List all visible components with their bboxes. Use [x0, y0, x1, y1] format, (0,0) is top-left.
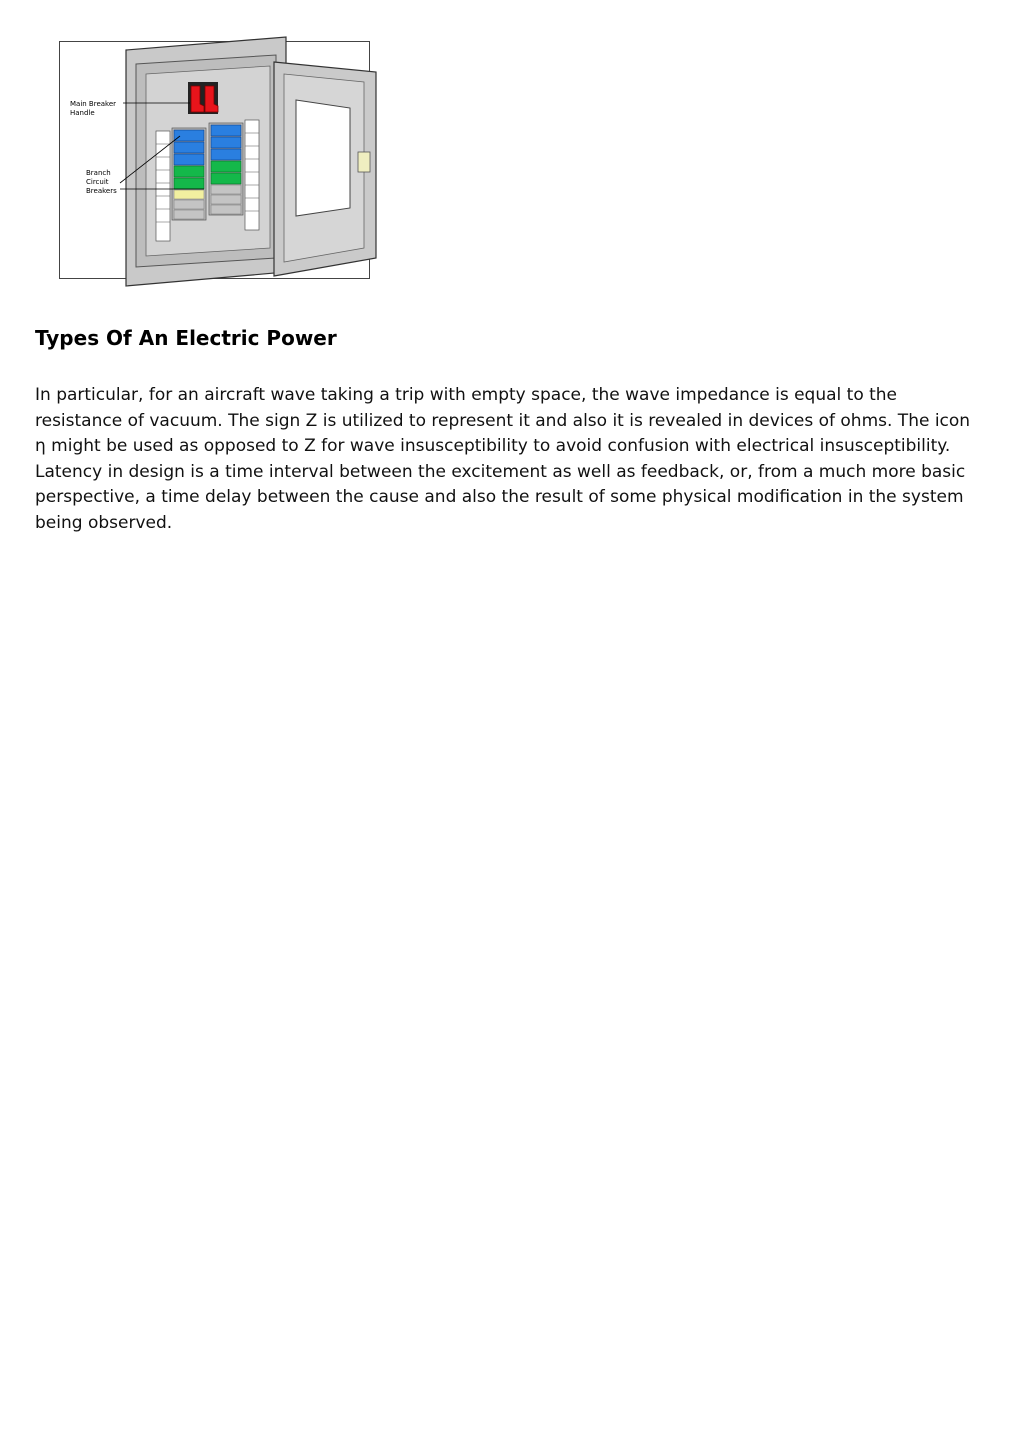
- breaker-blue: [211, 149, 241, 160]
- left-breaker-column: [172, 128, 206, 220]
- breaker-blue: [174, 142, 204, 153]
- door-latch: [358, 152, 370, 172]
- branch-label-line2: Circuit: [86, 178, 109, 186]
- breaker-slot-empty: [174, 210, 204, 219]
- right-label-strip: [245, 120, 259, 230]
- breaker-blue: [211, 125, 241, 136]
- breaker-panel-drawing: [58, 36, 380, 288]
- breaker-blue: [174, 130, 204, 141]
- right-breaker-column: [209, 123, 243, 215]
- breaker-blue: [211, 137, 241, 148]
- body-paragraph: In particular, for an aircraft wave taking a trip with empty space, the wave impedance is equal to the resistance of vacuum. The sign Z is utilized to represent it and also it is revealed in devices of ohms. The icon η might be used as opposed to Z for wave insusceptibility to avoid confusion with electrical insusceptibility. Latency in design is a time interval between the excitement as well as feedback, or, from a much more basic perspective, a time delay between the cause and also the result of some physical modification in the system being observed.: [35, 385, 971, 533]
- breaker-slot-empty: [211, 205, 241, 214]
- breaker-green: [174, 178, 204, 189]
- section-heading: Types Of An Electric Power: [35, 326, 337, 350]
- door-window: [296, 100, 350, 216]
- breaker-panel-illustration: [58, 36, 380, 288]
- breaker-green: [211, 173, 241, 184]
- main-breaker-label-line1: Main Breaker: [70, 100, 117, 108]
- main-breaker-label-line2: Handle: [70, 109, 95, 117]
- branch-label-line1: Branch: [86, 169, 111, 177]
- breaker-blue: [174, 154, 204, 165]
- breaker-slot-empty: [211, 195, 241, 204]
- left-label-strip: [156, 131, 170, 241]
- breaker-green: [211, 161, 241, 172]
- branch-label-line3: Breakers: [86, 187, 117, 195]
- breaker-slot-empty: [174, 200, 204, 209]
- breaker-slot-empty: [211, 185, 241, 194]
- breaker-green: [174, 166, 204, 177]
- breaker-yellow: [174, 190, 204, 199]
